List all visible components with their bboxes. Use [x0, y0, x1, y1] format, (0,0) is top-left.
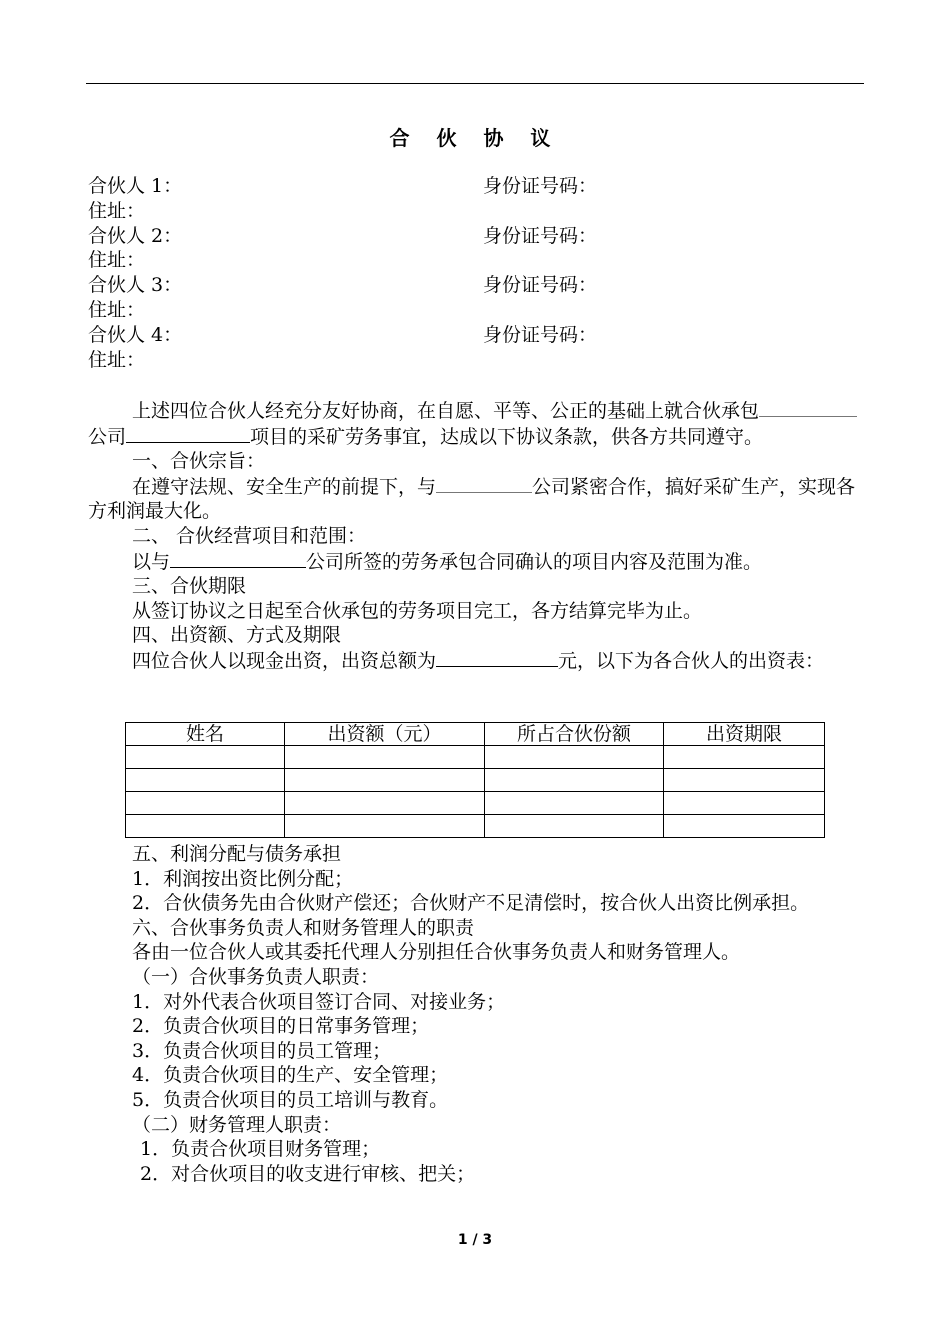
- table-cell[interactable]: [485, 746, 664, 769]
- section-6-sub1-heading: （一）合伙事务负责人职责：: [132, 965, 380, 988]
- table-header-share: 所占合伙份额: [485, 723, 664, 746]
- party-3-address-label: 住址：: [88, 298, 146, 321]
- party-1-address: [88, 199, 864, 224]
- table-cell[interactable]: [285, 746, 485, 769]
- section-4-text: [88, 648, 864, 674]
- party-1-address-label: 住址：: [88, 199, 146, 222]
- table-cell[interactable]: [285, 792, 485, 815]
- section-1-heading: 一、合伙宗旨：: [132, 450, 266, 473]
- section-4-text-a: 四位合伙人以现金出资，出资总额为: [132, 649, 437, 672]
- table-header-amount: 出资额（元）: [285, 723, 485, 746]
- contribution-table-wrapper: [125, 722, 825, 838]
- blank-field: [759, 398, 781, 417]
- section-6-sub2-heading: （二）财务管理人职责：: [132, 1113, 342, 1136]
- table-row: [126, 792, 825, 815]
- table-row: [126, 746, 825, 769]
- section-6-sub2-item: 1．负责合伙项目财务管理；: [140, 1138, 381, 1161]
- agreement-body-lower: [88, 842, 864, 1186]
- section-5-item-1: 1．利润按出资比例分配；: [132, 867, 354, 890]
- section-6-sub1-item: 2．负责合伙项目的日常事务管理；: [132, 1015, 430, 1038]
- party-3-row: [88, 273, 864, 298]
- party-1-id-label: 身份证号码：: [483, 175, 598, 197]
- intro-text-1: 上述四位合伙人经充分友好协商，在自愿、平等、公正的基础上就合伙承包: [132, 400, 760, 422]
- section-6-heading: 六、合伙事务负责人和财务管理人的职责: [132, 916, 475, 939]
- table-cell[interactable]: [664, 769, 825, 792]
- party-4-id-label: 身份证号码：: [483, 323, 598, 346]
- party-list: [88, 174, 864, 372]
- section-6-sub1-item: 3．负责合伙项目的员工管理；: [132, 1039, 392, 1062]
- party-4-address-label: 住址：: [88, 348, 146, 371]
- page-number: 1 / 3: [457, 1232, 493, 1248]
- agreement-body-upper: [88, 398, 864, 674]
- party-2-id-label: 身份证号码：: [483, 224, 598, 247]
- party-4-label: 合伙人 4：: [88, 323, 183, 346]
- section-3-text: 从签订协议之日起至合伙承包的劳务项目完工，各方结算完毕为止。: [132, 599, 703, 622]
- party-3-label: 合伙人 3：: [88, 274, 183, 297]
- party-4-row: [88, 323, 864, 348]
- section-4-heading: 四、出资额、方式及期限: [132, 624, 342, 647]
- blank-field: [436, 474, 532, 493]
- table-cell[interactable]: [664, 815, 825, 838]
- party-4-address: [88, 348, 864, 373]
- section-5-item-2: 2．合伙债务先由合伙财产偿还；合伙财产不足清偿时，按合伙人出资比例承担。: [132, 892, 810, 915]
- document-title: 合 伙 协 议: [389, 126, 561, 150]
- party-2-label: 合伙人 2：: [88, 224, 183, 247]
- table-cell[interactable]: [126, 769, 285, 792]
- intro-text-2: 公司: [88, 425, 127, 448]
- blank-field: [436, 648, 558, 667]
- table-cell[interactable]: [664, 792, 825, 815]
- intro-paragraph: [88, 398, 864, 449]
- table-header-term: 出资期限: [664, 723, 825, 746]
- table-row: [126, 815, 825, 838]
- table-header-name: 姓名: [126, 723, 285, 746]
- table-cell[interactable]: [485, 792, 664, 815]
- contribution-table: [125, 722, 825, 838]
- party-2-address: [88, 248, 864, 273]
- intro-text-3: 项目的采矿劳务事宜，达成以下协议条款，供各方共同遵守。: [250, 425, 764, 448]
- table-cell[interactable]: [126, 815, 285, 838]
- section-3-heading: 三、合伙期限: [132, 575, 247, 598]
- blank-field: [781, 398, 857, 417]
- section-6-sub1-item: 5．负责合伙项目的员工培训与教育。: [132, 1088, 449, 1111]
- section-6-sub1-item: 4．负责合伙项目的生产、安全管理；: [132, 1064, 449, 1087]
- section-1-text: [88, 474, 864, 524]
- table-cell[interactable]: [285, 769, 485, 792]
- party-2-row: [88, 224, 864, 249]
- table-cell[interactable]: [485, 815, 664, 838]
- party-1-label: 合伙人 1：: [88, 175, 183, 197]
- blank-field: [170, 549, 306, 568]
- section-1-text-b: 公司紧密合作，搞好采矿生产，实现各方利润最大化。: [88, 475, 856, 523]
- section-5-heading: 五、利润分配与债务承担: [132, 843, 342, 865]
- table-cell[interactable]: [126, 792, 285, 815]
- table-cell[interactable]: [126, 746, 285, 769]
- section-1-text-a: 在遵守法规、安全生产的前提下，与: [132, 475, 437, 498]
- section-6-sub1-item: 1．对外代表合伙项目签订合同、对接业务；: [132, 990, 506, 1013]
- section-2-text-b: 公司所签的劳务承包合同确认的项目内容及范围为准。: [306, 550, 763, 573]
- section-6-sub2-item: 2．对合伙项目的收支进行审核、把关；: [140, 1162, 476, 1185]
- party-2-address-label: 住址：: [88, 249, 146, 272]
- table-cell[interactable]: [664, 746, 825, 769]
- section-2-heading: 二、 合伙经营项目和范围：: [132, 524, 367, 547]
- table-cell[interactable]: [285, 815, 485, 838]
- party-3-address: [88, 298, 864, 323]
- table-row: [126, 769, 825, 792]
- party-1-row: [88, 174, 864, 199]
- header-rule: [86, 83, 864, 84]
- section-2-text: [88, 549, 864, 575]
- table-cell[interactable]: [485, 769, 664, 792]
- section-6-text: 各由一位合伙人或其委托代理人分别担任合伙事务负责人和财务管理人。: [132, 941, 741, 964]
- party-3-id-label: 身份证号码：: [483, 274, 598, 297]
- table-header-row: [126, 723, 825, 746]
- blank-field: [126, 424, 250, 443]
- section-2-text-a: 以与: [132, 550, 171, 573]
- section-4-text-b: 元，以下为各合伙人的出资表：: [558, 649, 825, 672]
